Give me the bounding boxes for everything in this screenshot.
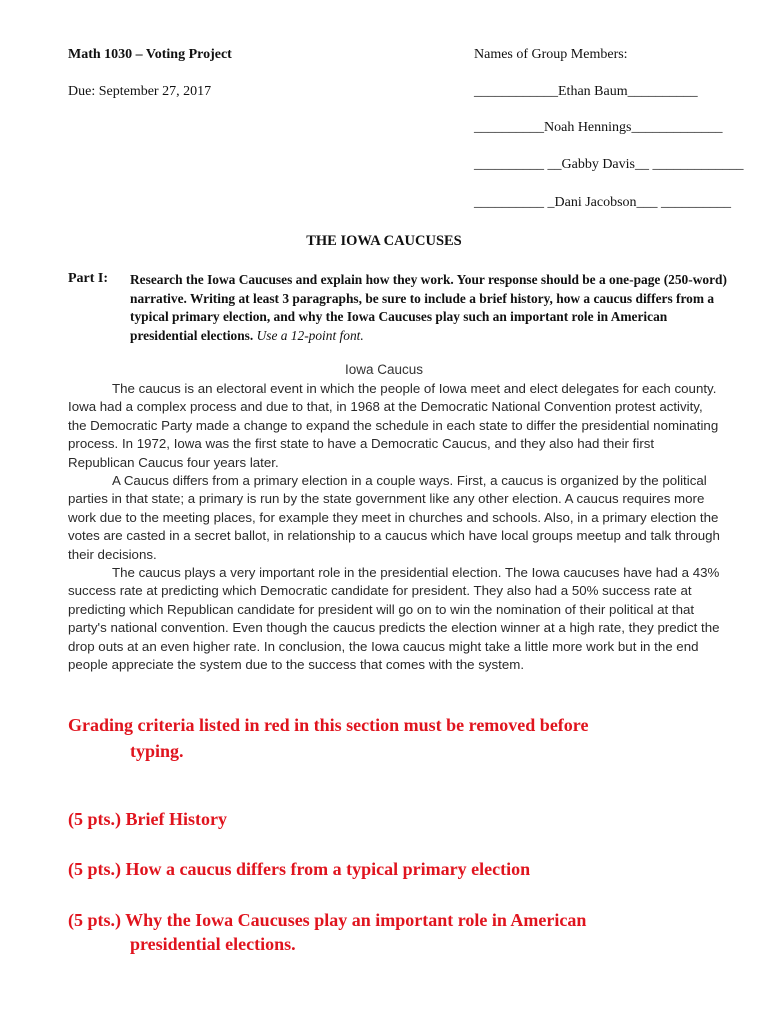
part-instructions xyxy=(130,271,730,345)
document-title: THE IOWA CAUCUSES xyxy=(306,233,462,249)
group-member-4: __________ _Dani Jacobson___ __________ xyxy=(474,195,732,210)
part-label: Part I: xyxy=(68,271,109,286)
grading-note-line-2: typing. xyxy=(130,741,184,761)
criterion-caucus-vs-primary: (5 pts.) How a caucus differs from a typical primary election xyxy=(68,859,531,879)
grading-note-line-1: Grading criteria listed in red in this section must be removed before xyxy=(68,715,589,735)
course-title: Math 1030 – Voting Project xyxy=(68,47,232,62)
essay-paragraph-2: A Caucus differs from a primary election in a couple ways. First, a caucus is organized by the political parties in that state; a primary is run by the state government like any other election. A caucus requires more work due to the meeting places, for example they meet in churches and schools. Also, in a primary election the votes are casted in a secret ballot, in relationship to a caucus which have local groups meetup and talk through their decisions. xyxy=(68,473,720,562)
group-member-3: __________ __Gabby Davis__ _____________ xyxy=(474,157,744,172)
grading-note xyxy=(68,712,738,764)
group-member-1: ____________Ethan Baum__________ xyxy=(474,84,698,99)
criterion-iowa-line-2: presidential elections. xyxy=(130,934,296,954)
group-members-heading: Names of Group Members: xyxy=(474,47,628,62)
due-date: Due: September 27, 2017 xyxy=(68,84,212,99)
essay-title: Iowa Caucus xyxy=(344,362,424,377)
criterion-iowa-line-1: (5 pts.) Why the Iowa Caucuses play an important role in American xyxy=(68,910,587,930)
group-member-2: __________Noah Hennings_____________ xyxy=(474,120,723,135)
criterion-brief-history: (5 pts.) Brief History xyxy=(68,809,227,829)
font-note: Use a 12-point font. xyxy=(256,327,364,343)
essay-body xyxy=(68,380,724,675)
essay-paragraph-1: The caucus is an electoral event in which the people of Iowa meet and elect delegates for each county. Iowa had a complex process and due to that, in 1968 at the Democratic National Convention protest activity, the Democratic Party made a change to expand the schedule in each state to differ the presidential nominating process. In 1972, Iowa was the first state to have a Democratic Caucus, and they also had their first Republican Caucus four years later. xyxy=(68,381,719,470)
instructions-text: Research the Iowa Caucuses and explain how they work. Your response should be a one-page (250-word) narrative. Writing at least 3 paragraphs, be sure to include a brief history, how a caucus differs from a typical primary election, and why the Iowa Caucuses play such an important role in American presidential elections. xyxy=(130,272,727,343)
criterion-iowa-importance xyxy=(68,908,748,956)
essay-paragraph-3: The caucus plays a very important role in the presidential election. The Iowa caucuses have had a 43% success rate at predicting which Democratic candidate for president. They also had a 50% success rate at predicting which Republican candidate for president will go on to win the nomination of their political at that party's national convention. Even though the caucus predicts the election winner at a high rate, they predict the drop outs at an even higher rate. In conclusion, the Iowa caucus might take a little more work but in the end people appreciate the system due to the success that comes with the system. xyxy=(68,565,720,673)
